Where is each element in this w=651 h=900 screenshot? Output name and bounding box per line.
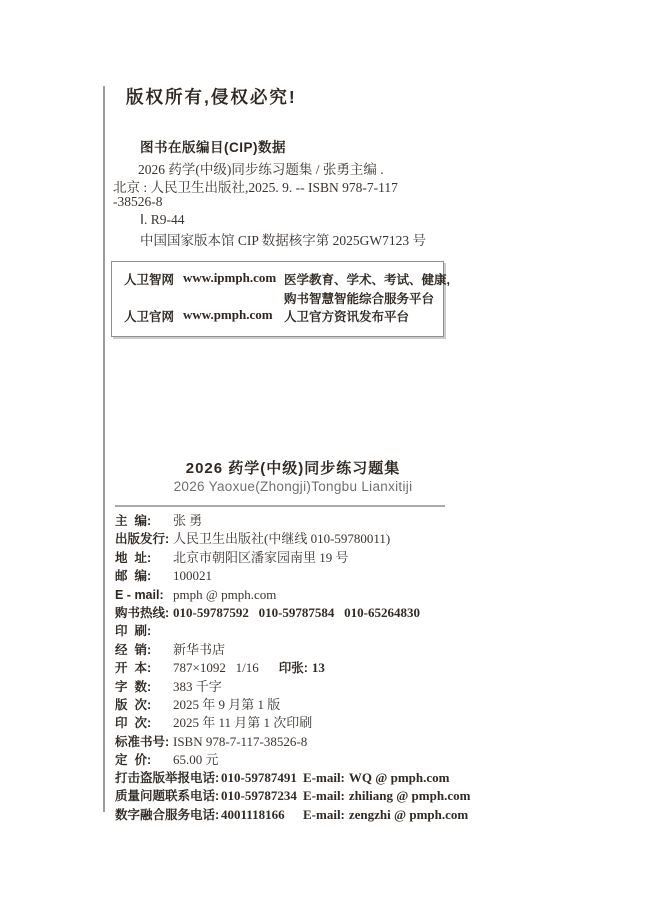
- hotline-email-label: E-mail:: [303, 806, 345, 822]
- hotline-label: 打击盗版举报电话:: [115, 771, 220, 785]
- hotline-label: 数字融合服务电话:: [115, 807, 220, 822]
- colophon-label: 定 价:: [115, 753, 152, 768]
- print-sheets-value: 13: [311, 660, 325, 676]
- hotline-phone: 010-59787234: [221, 788, 297, 804]
- colophon-row-email: [115, 586, 545, 604]
- cip-line-isbn-cont: -38526-8: [113, 194, 163, 209]
- colophon-value: 新华书店: [173, 641, 226, 657]
- colophon-row-address: [115, 549, 545, 567]
- colophon-row-edition: [115, 696, 545, 714]
- colophon-row-publisher: [115, 530, 545, 548]
- title-divider-rule: [115, 505, 445, 507]
- hotline-phone: 4001118166: [221, 806, 285, 822]
- hotline-email: zengzhi @ pmph.com: [348, 806, 469, 822]
- colophon-label: 邮 编:: [115, 569, 152, 584]
- colophon-row-impression: [115, 714, 545, 732]
- colophon-label: 主 编:: [115, 514, 152, 528]
- colophon-value: 北京市朝阳区潘家园南里 19 号: [173, 549, 349, 565]
- platform-name: 人卫智网: [124, 273, 175, 287]
- colophon-block: [115, 512, 545, 769]
- platform-desc: 人卫官方资讯发布平台: [284, 310, 410, 325]
- colophon-label: 印 刷:: [115, 624, 152, 639]
- colophon-value: 张 勇: [173, 513, 203, 528]
- colophon-row-isbn: [115, 733, 545, 751]
- colophon-row-editor: [115, 512, 545, 530]
- colophon-label: E - mail:: [115, 587, 164, 602]
- colophon-row-format: [115, 659, 545, 677]
- colophon-label: 字 数:: [115, 679, 152, 694]
- hotline-email: WQ @ pmph.com: [348, 770, 450, 785]
- hotline-label: 质量问题联系电话:: [115, 789, 220, 804]
- cip-line-publisher: 北京 : 人民卫生出版社,2025. 9. -- ISBN 978-7-117: [113, 180, 398, 195]
- platform-row-desc-cont: [112, 289, 443, 308]
- colophon-value: ISBN 978-7-117-38526-8: [173, 733, 308, 749]
- cip-line-title: 2026 药学(中级)同步练习题集 / 张勇主编 .: [138, 162, 384, 177]
- colophon-value: 787×1092 1/16: [173, 660, 259, 676]
- cip-line-registry: 中国国家版本馆 CIP 数据核字第 2025GW7123 号: [140, 233, 426, 248]
- colophon-row-printing: [115, 622, 545, 640]
- platform-row-official: [112, 307, 443, 326]
- cip-line-classification: Ⅰ. R9-44: [140, 212, 185, 227]
- colophon-label: 出版发行:: [115, 532, 170, 547]
- platform-url: www.pmph.com: [183, 307, 273, 323]
- copyright-notice: 版权所有,侵权必究!: [126, 87, 297, 107]
- platform-row-smart: [112, 270, 450, 289]
- colophon-row-price: [115, 751, 545, 769]
- hotline-email-label: E-mail:: [303, 788, 345, 804]
- colophon-value: 383 千字: [173, 678, 222, 694]
- hotline-email-label: E-mail:: [303, 770, 345, 785]
- colophon-label: 版 次:: [115, 697, 152, 712]
- hotline-email: zhiliang @ pmph.com: [348, 788, 471, 804]
- hotline-block: [115, 769, 575, 824]
- publisher-platform-box: [111, 261, 450, 337]
- hotline-row-digital: [115, 806, 575, 824]
- hotline-row-quality: [115, 787, 575, 805]
- platform-desc: 医学教育、学术、考试、健康,: [284, 273, 450, 287]
- platform-desc-cont: 购书智慧智能综合服务平台: [284, 291, 435, 306]
- book-title-pinyin: 2026 Yaoxue(Zhongji)Tongbu Lianxitiji: [173, 479, 413, 494]
- colophon-label: 经 销:: [115, 642, 152, 657]
- colophon-row-distributor: [115, 641, 545, 659]
- platform-name: 人卫官网: [124, 310, 175, 325]
- colophon-value: pmph @ pmph.com: [173, 586, 277, 602]
- colophon-value: 人民卫生出版社(中继线 010-59780011): [173, 531, 391, 547]
- colophon-label: 印 次:: [115, 716, 152, 731]
- colophon-value: 010-59787592 010-59787584 010-65264830: [173, 604, 420, 620]
- print-sheets-label: 印张:: [278, 661, 308, 676]
- platform-url: www.ipmph.com: [183, 270, 277, 285]
- colophon-value: 2025 年 9 月第 1 版: [173, 696, 281, 712]
- colophon-label: 标准书号:: [115, 734, 170, 749]
- cip-heading: 图书在版编目(CIP)数据: [140, 140, 286, 155]
- colophon-value: 100021: [173, 568, 212, 584]
- colophon-label: 购书热线:: [115, 605, 170, 620]
- spine-gutter-line: [103, 86, 105, 812]
- colophon-row-wordcount: [115, 678, 545, 696]
- colophon-label: 地 址:: [115, 550, 152, 565]
- book-title-zh: 2026 药学(中级)同步练习题集: [185, 460, 401, 477]
- hotline-row-piracy: [115, 769, 575, 787]
- colophon-row-postcode: [115, 567, 545, 585]
- colophon-row-purchase-hotline: [115, 604, 545, 622]
- colophon-value: 2025 年 11 月第 1 次印刷: [173, 715, 313, 731]
- colophon-label: 开 本:: [115, 661, 152, 676]
- hotline-phone: 010-59787491: [221, 770, 297, 785]
- colophon-value: 65.00 元: [173, 752, 219, 768]
